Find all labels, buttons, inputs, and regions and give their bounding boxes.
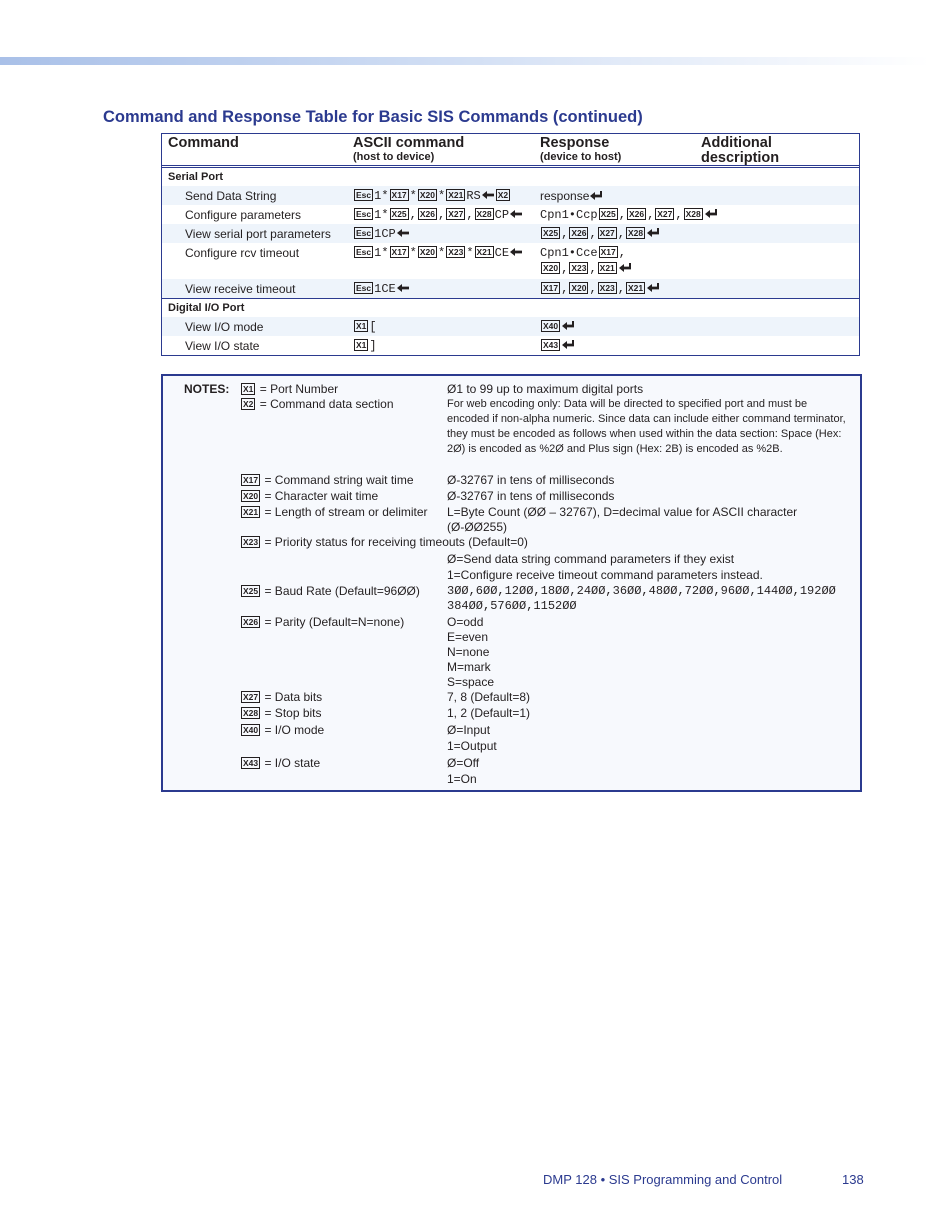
header-response-sub: (device to host) xyxy=(540,151,622,163)
x21-key-icon: X21 xyxy=(243,507,259,517)
x17-key-icon: X17 xyxy=(391,247,407,257)
header-response-label: Response xyxy=(540,135,610,151)
return-icon xyxy=(618,263,632,273)
row-label: View serial port parameters xyxy=(185,227,331,241)
note-x1-value: Ø1 to 99 up to maximum digital ports xyxy=(447,382,644,396)
note-x20-desc xyxy=(240,489,378,504)
return-icon xyxy=(646,228,660,238)
x26-key-icon: X26 xyxy=(419,209,435,219)
cmd-text: 1 xyxy=(374,189,382,203)
response xyxy=(540,338,575,354)
esc-key-icon: Esc xyxy=(356,228,372,238)
return-icon xyxy=(561,321,575,331)
note-x40-desc xyxy=(240,723,324,738)
x25-key-icon: X25 xyxy=(243,586,259,596)
table-header xyxy=(162,134,859,168)
x23-key-icon: X23 xyxy=(571,263,587,273)
ascii-command xyxy=(353,338,377,354)
x2-key-icon: X2 xyxy=(243,399,254,409)
x21-key-icon: X21 xyxy=(476,247,492,257)
section-serial-port: Serial Port xyxy=(168,171,224,183)
cmd-text: 1CP xyxy=(374,227,396,241)
x17-key-icon: X17 xyxy=(543,283,559,293)
table-row xyxy=(162,336,859,355)
header-additional-l1: Additional xyxy=(701,135,772,151)
ascii-command xyxy=(353,281,410,297)
ascii-command: Esc 1* X17 * X20 * X23 * X21 CE xyxy=(353,245,523,261)
cmd-text: 1CE xyxy=(374,282,396,296)
note-x26-value: S=space xyxy=(447,675,495,689)
esc-key-icon: Esc xyxy=(356,247,372,257)
x23-key-icon: X23 xyxy=(243,537,259,547)
note-x43-desc xyxy=(240,756,320,771)
header-ascii xyxy=(353,136,464,164)
ascii-command: Esc 1* X25 , X26 , X27 , X28 CP xyxy=(353,207,523,223)
cmd-text: ] xyxy=(369,339,377,353)
x28-key-icon: X28 xyxy=(685,209,701,219)
note-desc-text: = Command string wait time xyxy=(264,473,414,487)
header-command: Command xyxy=(168,135,239,151)
x20-key-icon: X20 xyxy=(571,283,587,293)
table-row xyxy=(162,186,859,205)
response-text: Cpn1•Ccp xyxy=(540,208,598,222)
note-desc-text: = Data bits xyxy=(264,690,323,704)
x21-key-icon: X21 xyxy=(448,190,464,200)
esc-key-icon: Esc xyxy=(356,209,372,219)
x1-key-icon: X1 xyxy=(356,340,367,350)
x2-key-icon: X2 xyxy=(497,190,509,200)
row-label: View I/O mode xyxy=(185,320,264,334)
x26-key-icon: X26 xyxy=(243,617,259,627)
note-x2-desc xyxy=(240,397,394,412)
note-desc-text: = Command data section xyxy=(259,397,394,411)
note-x40-value: Ø=Input xyxy=(447,723,491,737)
row-label: Send Data String xyxy=(185,189,277,203)
row-label: View receive timeout xyxy=(185,282,296,296)
cmd-text: CP xyxy=(494,208,510,222)
notes-box xyxy=(161,374,862,792)
esc-key-icon: Esc xyxy=(356,190,372,200)
response: X17 , X20 , X23 , X21 xyxy=(540,281,660,297)
note-desc-text: = Port Number xyxy=(259,382,339,396)
cmd-text: [ xyxy=(369,320,377,334)
x1-key-icon: X1 xyxy=(243,384,254,394)
response xyxy=(540,188,603,204)
x27-key-icon: X27 xyxy=(657,209,673,219)
table-row xyxy=(162,243,859,279)
return-icon xyxy=(561,340,575,350)
x21-key-icon: X21 xyxy=(599,263,615,273)
response xyxy=(540,319,575,335)
command-table xyxy=(161,133,860,356)
left-arrow-icon xyxy=(396,283,410,293)
x25-key-icon: X25 xyxy=(600,209,616,219)
response: X25 , X26 , X27 , X28 xyxy=(540,226,660,242)
note-x25-value: 3ØØ,6ØØ,12ØØ,18ØØ,24ØØ,36ØØ,48ØØ,72ØØ,96ØØ,144ØØ,192ØØ xyxy=(447,584,836,598)
ascii-command xyxy=(353,319,377,335)
note-desc-text: = I/O state xyxy=(264,756,321,770)
note-x26-value: O=odd xyxy=(447,615,484,629)
note-desc-text: = Baud Rate (Default=96ØØ) xyxy=(264,584,420,598)
note-desc-text: = I/O mode xyxy=(264,723,325,737)
header-ascii-label: ASCII command xyxy=(353,135,465,151)
x27-key-icon: X27 xyxy=(243,692,259,702)
x27-key-icon: X27 xyxy=(599,228,615,238)
x27-key-icon: X27 xyxy=(448,209,464,219)
ascii-command xyxy=(353,226,410,242)
table-row xyxy=(162,224,859,243)
return-icon xyxy=(646,283,660,293)
x23-key-icon: X23 xyxy=(599,283,615,293)
header-additional xyxy=(701,136,779,166)
left-arrow-icon xyxy=(481,190,495,200)
footer-doc-title: DMP 128 • SIS Programming and Control xyxy=(543,1172,783,1187)
cmd-text: 1 xyxy=(374,246,382,260)
note-x23-value2: 1=Configure receive timeout command parameters instead. xyxy=(447,568,763,582)
note-desc-text: = Stop bits xyxy=(264,706,322,720)
row-label: Configure rcv timeout xyxy=(185,246,300,260)
note-x40-value2: 1=Output xyxy=(447,739,497,753)
table-row xyxy=(162,317,859,336)
return-icon xyxy=(704,209,718,219)
response-text: response xyxy=(540,189,590,203)
page-title: Command and Response Table for Basic SIS Commands (continued) xyxy=(103,108,643,126)
x26-key-icon: X26 xyxy=(571,228,587,238)
note-x26-value: M=mark xyxy=(447,660,491,674)
note-x17-desc xyxy=(240,473,414,488)
ascii-command: Esc 1* X17 * X20 * X21 RS X2 xyxy=(356,189,509,203)
note-x1-desc xyxy=(240,382,338,397)
cmd-text: CE xyxy=(494,246,510,260)
header-ascii-sub: (host to device) xyxy=(353,151,435,163)
x43-key-icon: X43 xyxy=(243,758,259,768)
note-x23-value: Ø=Send data string command parameters if they exist xyxy=(447,552,735,566)
note-x26-value: N=none xyxy=(447,645,490,659)
note-x25-desc xyxy=(240,584,420,599)
note-x28-desc xyxy=(240,706,322,721)
note-x21-desc xyxy=(240,505,428,520)
x1-key-icon: X1 xyxy=(356,321,367,331)
left-arrow-icon xyxy=(509,247,523,257)
x20-key-icon: X20 xyxy=(419,190,435,200)
x21-key-icon: X21 xyxy=(627,283,644,293)
x20-key-icon: X20 xyxy=(543,263,559,273)
note-x17-value: Ø-32767 in tens of milliseconds xyxy=(447,473,615,487)
notes-label: NOTES: xyxy=(184,382,230,396)
x23-key-icon: X23 xyxy=(448,247,464,257)
x26-key-icon: X26 xyxy=(628,209,645,219)
note-desc-text: = Priority status for receiving timeouts (Default=0) xyxy=(264,535,528,549)
note-x25-value2: 384ØØ,576ØØ,1152ØØ xyxy=(447,599,577,613)
row-label: Configure parameters xyxy=(185,208,302,222)
x28-key-icon: X28 xyxy=(243,708,259,718)
x43-key-icon: X43 xyxy=(543,340,559,350)
table-row xyxy=(162,279,859,298)
note-x26-desc xyxy=(240,615,404,630)
note-x43-value: Ø=Off xyxy=(447,756,480,770)
left-arrow-icon xyxy=(509,209,523,219)
row-label: View I/O state xyxy=(185,339,260,353)
note-x26-value: E=even xyxy=(447,630,489,644)
x20-key-icon: X20 xyxy=(419,247,435,257)
note-desc-text: = Character wait time xyxy=(264,489,379,503)
response: Cpn1•Cce X17 , X20 , X23 , X21 xyxy=(540,245,632,277)
x17-key-icon: X17 xyxy=(243,475,259,485)
return-icon xyxy=(589,191,603,201)
note-desc-text: = Length of stream or delimiter xyxy=(264,505,428,519)
x40-key-icon: X40 xyxy=(543,321,559,331)
note-x27-desc xyxy=(240,690,322,705)
response-text: Cpn1•Cce xyxy=(540,246,598,260)
esc-key-icon: Esc xyxy=(356,283,372,293)
x28-key-icon: X28 xyxy=(627,228,644,238)
x17-key-icon: X17 xyxy=(600,247,616,257)
x20-key-icon: X20 xyxy=(243,491,259,501)
section-digital-io: Digital I/O Port xyxy=(162,298,859,317)
table-row xyxy=(162,205,859,224)
note-x21-value2: (Ø-ØØ255) xyxy=(447,520,508,534)
response: Cpn1•Ccp X25 , X26 , X27 , X28 xyxy=(540,207,718,223)
note-x43-value2: 1=On xyxy=(447,772,477,786)
header-response xyxy=(540,136,621,164)
header-gradient-bar xyxy=(0,57,930,65)
note-x21-value: L=Byte Count (ØØ – 32767), D=decimal value for ASCII character xyxy=(447,505,798,519)
note-x20-value: Ø-32767 in tens of milliseconds xyxy=(447,489,615,503)
header-additional-l2: description xyxy=(701,150,780,166)
cmd-text: 1 xyxy=(374,208,382,222)
x25-key-icon: X25 xyxy=(391,209,407,219)
note-x27-value: 7, 8 (Default=8) xyxy=(447,690,531,704)
note-x28-value: 1, 2 (Default=1) xyxy=(447,706,531,720)
x28-key-icon: X28 xyxy=(476,209,492,219)
note-x23-desc xyxy=(240,535,528,550)
x17-key-icon: X17 xyxy=(391,190,407,200)
x40-key-icon: X40 xyxy=(243,725,259,735)
x25-key-icon: X25 xyxy=(543,228,559,238)
note-x2-value: For web encoding only: Data will be directed to specified port and must be encoded if non-alpha numeric. Since data can include either command terminator, they must be encoded as follows when used within the data section: Space (Hex: 2Ø) is encoded as %2Ø and Plus sign (Hex: 2B) is encoded as %2B. xyxy=(447,398,846,455)
note-desc-text: = Parity (Default=N=none) xyxy=(264,615,405,629)
footer-page-number: 138 xyxy=(842,1172,864,1187)
cmd-text: RS xyxy=(466,189,481,203)
left-arrow-icon xyxy=(396,228,410,238)
